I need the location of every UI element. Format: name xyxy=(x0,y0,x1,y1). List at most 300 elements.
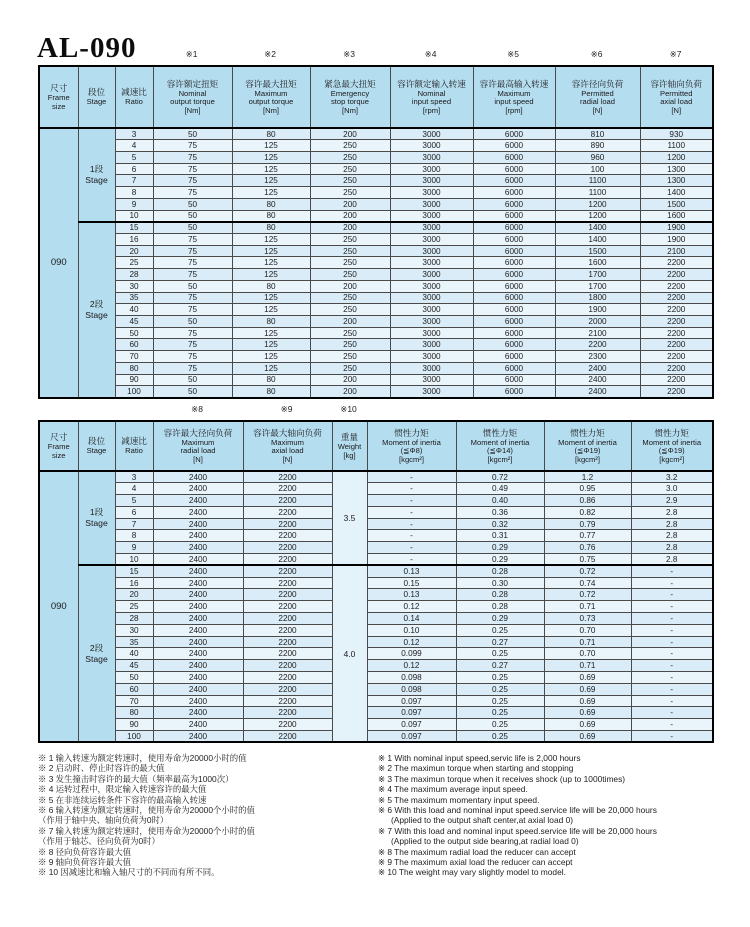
ratio-cell: 15 xyxy=(115,222,153,234)
table-row xyxy=(39,683,713,695)
value-cell: 125 xyxy=(232,233,310,245)
table-row xyxy=(39,613,713,625)
value-cell: 0.32 xyxy=(456,518,544,530)
header-label-zh: 容许轴向负荷 xyxy=(650,78,703,89)
reference-mark: ※7 xyxy=(669,49,682,59)
header-label-en: Maximum xyxy=(271,437,304,447)
value-cell: 2.9 xyxy=(631,495,713,507)
stage-label-line: Stage xyxy=(85,174,108,185)
reference-mark: ※1 xyxy=(185,49,198,59)
header-label-zh: 惯性力矩 xyxy=(394,427,429,438)
value-cell: 930 xyxy=(640,128,713,140)
value-cell: 75 xyxy=(153,351,232,363)
header-label-en: Weight xyxy=(337,441,362,451)
header-label-en: [Nm] xyxy=(262,105,280,115)
footnote-line: ※ 10 The weight may vary slightly model to model. xyxy=(378,867,566,878)
table-row xyxy=(39,542,713,554)
value-cell: 3000 xyxy=(390,339,473,351)
value-cell: 2400 xyxy=(153,660,243,672)
ratio-cell: 7 xyxy=(115,175,153,187)
value-cell: 2200 xyxy=(243,554,332,566)
footnote-line: ※ 10 因减速比和输入轴尺寸的不同而有所不同。 xyxy=(38,867,220,878)
value-cell: 200 xyxy=(310,128,390,140)
ratio-cell: 50 xyxy=(115,327,153,339)
value-cell: 125 xyxy=(232,269,310,281)
reference-mark: ※3 xyxy=(343,49,355,59)
column-header-data-0 xyxy=(153,66,232,128)
value-cell: 50 xyxy=(153,198,232,210)
value-cell: - xyxy=(631,636,713,648)
value-cell: 2400 xyxy=(153,648,243,660)
value-cell: 80 xyxy=(232,374,310,386)
stage-label-line: Stage xyxy=(85,309,108,320)
header-label-zh: 容许最大径向负荷 xyxy=(163,427,233,438)
table-row xyxy=(39,327,713,339)
ratio-cell: 80 xyxy=(115,707,153,719)
header-label-en: output torque xyxy=(170,97,215,107)
value-cell: 3000 xyxy=(390,280,473,292)
value-cell: 6000 xyxy=(473,163,555,175)
ratio-cell: 20 xyxy=(115,589,153,601)
value-cell: 2200 xyxy=(243,613,332,625)
ratio-cell: 28 xyxy=(115,269,153,281)
value-cell: 0.86 xyxy=(544,495,631,507)
table-row xyxy=(39,660,713,672)
footnote-line: ※ 6 输入转速为额定转速时，使用寿命为20000个小时的值 xyxy=(38,805,255,816)
header-label-zh: 容许最高输入转速 xyxy=(479,78,549,89)
header-label-en: Moment of inertia xyxy=(642,437,702,447)
value-cell: 3.2 xyxy=(631,471,713,483)
value-cell: 0.70 xyxy=(544,648,631,660)
header-label-zh: 段位 xyxy=(87,87,106,98)
header-label-en: Ratio xyxy=(125,446,143,456)
value-cell: 2200 xyxy=(243,542,332,554)
table-row xyxy=(39,316,713,328)
ratio-cell: 30 xyxy=(115,624,153,636)
ratio-cell: 80 xyxy=(115,362,153,374)
ratio-cell: 40 xyxy=(115,304,153,316)
value-cell: 0.74 xyxy=(544,577,631,589)
value-cell: 75 xyxy=(153,292,232,304)
column-header-fixed-2 xyxy=(115,421,153,471)
value-cell: 6000 xyxy=(473,140,555,152)
value-cell: 2200 xyxy=(640,316,713,328)
value-cell: - xyxy=(367,530,456,542)
value-cell: 125 xyxy=(232,351,310,363)
value-cell: 2200 xyxy=(640,339,713,351)
value-cell: 50 xyxy=(153,210,232,222)
table-row xyxy=(39,636,713,648)
value-cell: 2400 xyxy=(153,506,243,518)
value-cell: 0.10 xyxy=(367,624,456,636)
value-cell: 2400 xyxy=(153,636,243,648)
table-row xyxy=(39,351,713,363)
value-cell: 2400 xyxy=(153,577,243,589)
table-row xyxy=(39,374,713,386)
value-cell: 2.8 xyxy=(631,554,713,566)
table-row xyxy=(39,530,713,542)
value-cell: 2200 xyxy=(243,577,332,589)
value-cell: 200 xyxy=(310,198,390,210)
value-cell: 3000 xyxy=(390,245,473,257)
value-cell: 1200 xyxy=(640,151,713,163)
header-label-en: [kgcm²] xyxy=(575,454,600,464)
header-label-zh: 尺寸 xyxy=(50,431,68,442)
value-cell: 0.72 xyxy=(544,589,631,601)
header-label-en: [kgcm²] xyxy=(659,454,685,464)
ratio-cell: 30 xyxy=(115,280,153,292)
value-cell: 250 xyxy=(310,257,390,269)
value-cell: 0.098 xyxy=(367,672,456,684)
value-cell: 75 xyxy=(153,362,232,374)
value-cell: 6000 xyxy=(473,339,555,351)
column-header-data-6 xyxy=(640,66,713,128)
value-cell: - xyxy=(631,660,713,672)
column-header-data-5 xyxy=(555,66,640,128)
value-cell: 2400 xyxy=(153,518,243,530)
header-label-en: Ratio xyxy=(125,97,143,107)
table-row xyxy=(39,731,713,743)
reference-mark: ※6 xyxy=(590,49,603,59)
value-cell: 125 xyxy=(232,163,310,175)
header-label-en: axial load xyxy=(660,97,693,107)
value-cell: 75 xyxy=(153,151,232,163)
value-cell: 0.27 xyxy=(456,636,544,648)
value-cell: 2200 xyxy=(243,707,332,719)
table-row xyxy=(39,210,713,222)
value-cell: 250 xyxy=(310,269,390,281)
footnote-line: ※ 5 在非连续运转条件下容许的最高输入转速 xyxy=(38,794,207,805)
ratio-cell: 35 xyxy=(115,292,153,304)
value-cell: 125 xyxy=(232,362,310,374)
value-cell: 80 xyxy=(232,222,310,234)
column-header-data-0 xyxy=(153,421,243,471)
column-header-data-1 xyxy=(243,421,332,471)
table-row xyxy=(39,506,713,518)
value-cell: 80 xyxy=(232,128,310,140)
frame-size-cell: 090 xyxy=(39,128,78,398)
value-cell: 2200 xyxy=(243,495,332,507)
table-row xyxy=(39,672,713,684)
value-cell: 75 xyxy=(153,339,232,351)
column-header-data-6 xyxy=(631,421,713,471)
value-cell: 0.71 xyxy=(544,601,631,613)
header-label-zh: 容许最大扭矩 xyxy=(245,78,297,89)
value-cell: 75 xyxy=(153,175,232,187)
value-cell: 250 xyxy=(310,187,390,199)
footnote-line: ※ 5 The maximum momentary input speed. xyxy=(378,794,540,805)
value-cell: 250 xyxy=(310,245,390,257)
value-cell: 2200 xyxy=(640,304,713,316)
header-label-en: (≦Φ8) xyxy=(400,446,423,456)
value-cell: - xyxy=(631,648,713,660)
value-cell: 1300 xyxy=(640,175,713,187)
page-title: AL-090 xyxy=(37,32,137,64)
value-cell: 250 xyxy=(310,304,390,316)
column-header-data-2 xyxy=(332,421,367,471)
stage-label-line: 2段 xyxy=(89,642,104,653)
value-cell: 2200 xyxy=(640,280,713,292)
value-cell: 75 xyxy=(153,187,232,199)
value-cell: 0.69 xyxy=(544,672,631,684)
value-cell: 75 xyxy=(153,327,232,339)
ratio-cell: 8 xyxy=(115,187,153,199)
reference-mark: ※2 xyxy=(264,49,276,59)
header-label-en: [N] xyxy=(193,454,203,464)
value-cell: 2200 xyxy=(243,672,332,684)
value-cell: 50 xyxy=(153,316,232,328)
value-cell: 0.36 xyxy=(456,506,544,518)
table-row xyxy=(39,648,713,660)
footnote-line: （作用于轴芯、径向负荷为0时） xyxy=(38,836,160,847)
value-cell: 2200 xyxy=(640,269,713,281)
value-cell: 2100 xyxy=(640,245,713,257)
value-cell: 1700 xyxy=(555,269,640,281)
value-cell: 3000 xyxy=(390,163,473,175)
ratio-cell: 50 xyxy=(115,672,153,684)
ratio-cell: 6 xyxy=(115,163,153,175)
value-cell: 200 xyxy=(310,386,390,398)
value-cell: 0.79 xyxy=(544,518,631,530)
value-cell: 0.097 xyxy=(367,731,456,743)
table-row xyxy=(39,386,713,398)
header-label-zh: 容许最大轴向负荷 xyxy=(253,427,322,438)
value-cell: 2.8 xyxy=(631,530,713,542)
header-label-en: [Nm] xyxy=(341,105,359,115)
ratio-cell: 8 xyxy=(115,530,153,542)
ratio-cell: 90 xyxy=(115,719,153,731)
value-cell: 6000 xyxy=(473,151,555,163)
ratio-cell: 5 xyxy=(115,495,153,507)
value-cell: 75 xyxy=(153,233,232,245)
value-cell: 0.25 xyxy=(456,672,544,684)
header-label-en: Frame xyxy=(47,92,70,102)
weight-cell: 3.5 xyxy=(332,471,367,565)
value-cell: 6000 xyxy=(473,327,555,339)
footnote-line: ※ 3 The maximun torque when it receives shock (up to 1000times) xyxy=(378,773,626,784)
value-cell: 1500 xyxy=(555,245,640,257)
value-cell: 0.097 xyxy=(367,707,456,719)
value-cell: 250 xyxy=(310,362,390,374)
value-cell: 0.097 xyxy=(367,695,456,707)
value-cell: 3000 xyxy=(390,327,473,339)
header-label-en: Maximum xyxy=(181,437,215,447)
value-cell: 2200 xyxy=(243,695,332,707)
header-label-en: Maximum xyxy=(254,88,288,98)
table-row xyxy=(39,175,713,187)
value-cell: - xyxy=(631,577,713,589)
value-cell: - xyxy=(631,589,713,601)
column-header-fixed-0 xyxy=(39,421,78,471)
value-cell: - xyxy=(631,613,713,625)
table-row xyxy=(39,269,713,281)
header-label-en: size xyxy=(51,450,66,460)
stage-cell xyxy=(78,128,115,222)
value-cell: 2200 xyxy=(640,386,713,398)
value-cell: 125 xyxy=(232,257,310,269)
header-label-en: Stage xyxy=(86,446,107,456)
value-cell: 0.27 xyxy=(456,660,544,672)
column-header-data-4 xyxy=(473,66,555,128)
value-cell: 2200 xyxy=(243,601,332,613)
value-cell: - xyxy=(631,731,713,743)
table-row xyxy=(39,128,713,140)
value-cell: 2400 xyxy=(153,719,243,731)
value-cell: 0.40 xyxy=(456,495,544,507)
column-header-fixed-1 xyxy=(78,66,115,128)
value-cell: 2400 xyxy=(153,530,243,542)
reference-mark: ※10 xyxy=(340,404,357,414)
value-cell: 1100 xyxy=(555,187,640,199)
value-cell: 2200 xyxy=(640,362,713,374)
value-cell: 0.69 xyxy=(544,719,631,731)
header-label-en: Moment of inertia xyxy=(382,437,441,447)
header-label-en: Nominal xyxy=(417,88,446,98)
value-cell: 6000 xyxy=(473,280,555,292)
footnote-line: ※ 4 运转过程中，限定输入转速容许的最大值 xyxy=(38,784,207,795)
value-cell: 0.72 xyxy=(544,565,631,577)
value-cell: 6000 xyxy=(473,257,555,269)
header-label-en: Frame xyxy=(47,441,70,451)
value-cell: 2400 xyxy=(153,471,243,483)
value-cell: 2200 xyxy=(243,660,332,672)
header-label-en: [kgcm²] xyxy=(399,454,424,464)
value-cell: 3000 xyxy=(390,140,473,152)
column-header-data-4 xyxy=(456,421,544,471)
value-cell: 75 xyxy=(153,304,232,316)
value-cell: 6000 xyxy=(473,175,555,187)
value-cell: 75 xyxy=(153,245,232,257)
value-cell: 2200 xyxy=(640,351,713,363)
value-cell: 0.12 xyxy=(367,660,456,672)
header-label-en: Stage xyxy=(86,97,107,107)
value-cell: - xyxy=(367,483,456,495)
header-label-en: Permitted xyxy=(581,88,614,98)
value-cell: 2400 xyxy=(153,613,243,625)
ratio-cell: 9 xyxy=(115,198,153,210)
value-cell: 2200 xyxy=(243,719,332,731)
value-cell: 2200 xyxy=(640,374,713,386)
column-header-data-2 xyxy=(310,66,390,128)
value-cell: 2300 xyxy=(555,351,640,363)
stage-label-line: Stage xyxy=(85,518,108,529)
ratio-cell: 25 xyxy=(115,257,153,269)
value-cell: 6000 xyxy=(473,292,555,304)
value-cell: 125 xyxy=(232,304,310,316)
value-cell: 1900 xyxy=(640,233,713,245)
value-cell: 3000 xyxy=(390,198,473,210)
value-cell: 2200 xyxy=(243,530,332,542)
value-cell: - xyxy=(631,719,713,731)
value-cell: 0.71 xyxy=(544,636,631,648)
table-row xyxy=(39,565,713,577)
footnote-line: （作用于轴中央、轴向负荷为0时） xyxy=(38,815,169,826)
value-cell: 125 xyxy=(232,245,310,257)
header-label-en: (≦Φ19) xyxy=(658,446,685,456)
value-cell: 0.28 xyxy=(456,565,544,577)
table-row xyxy=(39,292,713,304)
value-cell: 250 xyxy=(310,163,390,175)
value-cell: - xyxy=(367,518,456,530)
value-cell: 0.14 xyxy=(367,613,456,625)
value-cell: 3000 xyxy=(390,128,473,140)
header-label-en: [Nm] xyxy=(184,105,201,115)
value-cell: 250 xyxy=(310,151,390,163)
table-row xyxy=(39,280,713,292)
value-cell: 200 xyxy=(310,210,390,222)
value-cell: - xyxy=(631,565,713,577)
value-cell: 125 xyxy=(232,140,310,152)
value-cell: 0.15 xyxy=(367,577,456,589)
footnote-line: ※ 3 发生撞击时容许的最大值（频率最高为1000次） xyxy=(38,773,234,784)
value-cell: 0.70 xyxy=(544,624,631,636)
value-cell: 0.25 xyxy=(456,683,544,695)
value-cell: 0.13 xyxy=(367,589,456,601)
value-cell: 80 xyxy=(232,316,310,328)
value-cell: - xyxy=(367,471,456,483)
ratio-cell: 60 xyxy=(115,339,153,351)
table-row xyxy=(39,339,713,351)
table-row xyxy=(39,233,713,245)
reference-mark: ※8 xyxy=(191,404,203,414)
ratio-cell: 3 xyxy=(115,471,153,483)
value-cell: 2400 xyxy=(153,554,243,566)
value-cell: 1300 xyxy=(640,163,713,175)
table-row xyxy=(39,257,713,269)
value-cell: 2.8 xyxy=(631,542,713,554)
header-label-en: [rpm] xyxy=(422,105,441,115)
value-cell: 6000 xyxy=(473,187,555,199)
value-cell: 0.69 xyxy=(544,707,631,719)
column-header-data-5 xyxy=(544,421,631,471)
value-cell: - xyxy=(367,495,456,507)
table-row xyxy=(39,304,713,316)
value-cell: 200 xyxy=(310,222,390,234)
value-cell: 0.95 xyxy=(544,483,631,495)
value-cell: 200 xyxy=(310,316,390,328)
column-header-data-1 xyxy=(232,66,310,128)
table1 xyxy=(38,65,714,399)
ratio-cell: 16 xyxy=(115,233,153,245)
value-cell: 3000 xyxy=(390,269,473,281)
value-cell: 2200 xyxy=(243,518,332,530)
header-label-zh: 容许径向负荷 xyxy=(571,78,624,89)
value-cell: 6000 xyxy=(473,316,555,328)
value-cell: 75 xyxy=(153,140,232,152)
header-label-zh: 惯性力矩 xyxy=(654,427,689,438)
footnote-line: ※ 4 The maximum average input speed. xyxy=(378,784,528,795)
value-cell: 2400 xyxy=(555,386,640,398)
value-cell: 125 xyxy=(232,175,310,187)
footnote-line: (Applied to the output shaft center,at axial load 0) xyxy=(391,815,574,826)
value-cell: 0.76 xyxy=(544,542,631,554)
value-cell: 1800 xyxy=(555,292,640,304)
value-cell: 1.2 xyxy=(544,471,631,483)
value-cell: 2400 xyxy=(153,672,243,684)
value-cell: 80 xyxy=(232,198,310,210)
table-row xyxy=(39,495,713,507)
value-cell: 0.71 xyxy=(544,660,631,672)
value-cell: 0.28 xyxy=(456,601,544,613)
table-row xyxy=(39,695,713,707)
header-label-en: Moment of inertia xyxy=(558,437,617,447)
value-cell: 6000 xyxy=(473,222,555,234)
value-cell: 6000 xyxy=(473,245,555,257)
value-cell: 125 xyxy=(232,187,310,199)
value-cell: 3000 xyxy=(390,362,473,374)
table-row xyxy=(39,198,713,210)
column-header-data-3 xyxy=(390,66,473,128)
